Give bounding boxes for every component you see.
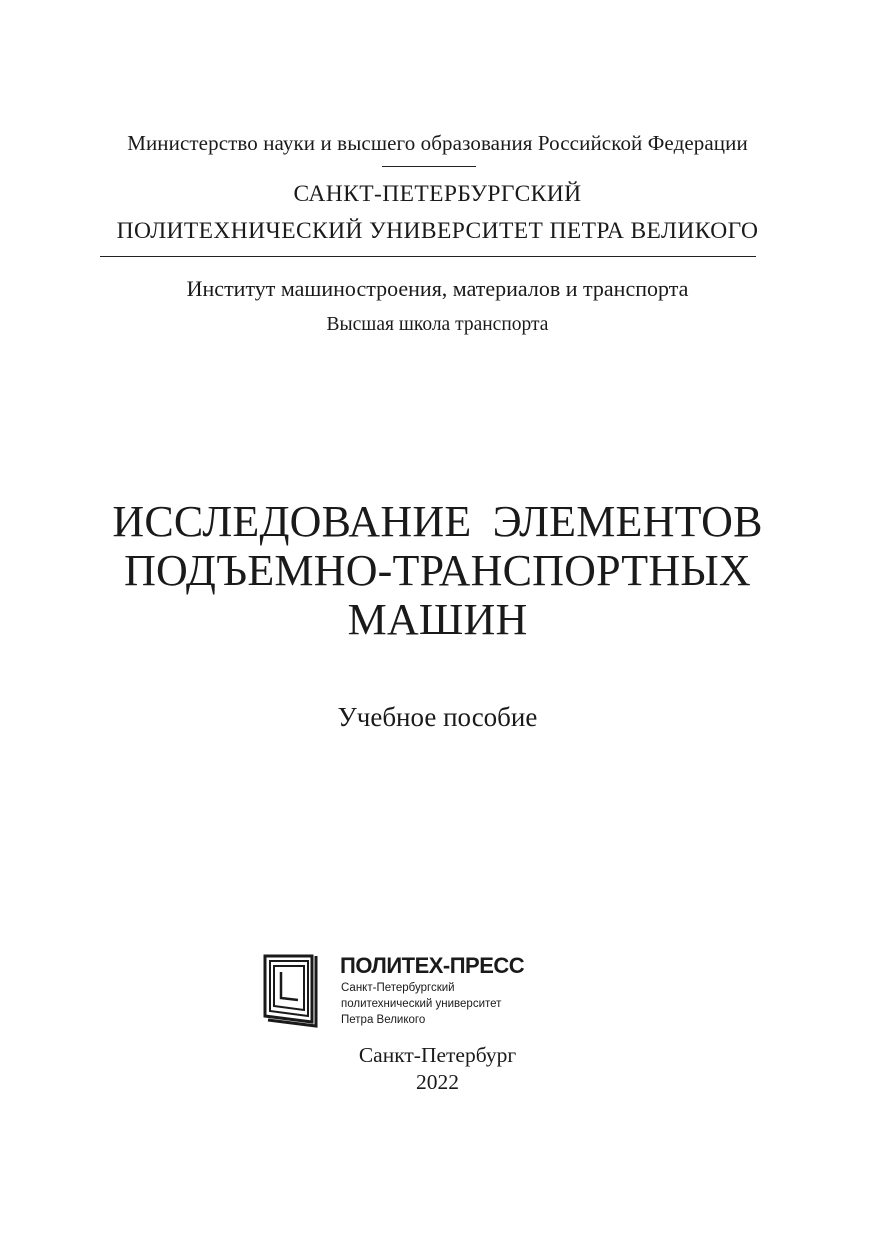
school-name: Высшая школа транспорта <box>326 314 549 335</box>
short-divider <box>382 166 476 167</box>
book-logo-icon <box>262 952 322 1028</box>
book-title-line3: МАШИН <box>347 595 528 644</box>
institute-name: Институт машиностроения, материалов и транспорта <box>186 276 689 301</box>
university-name-line1: САНКТ-ПЕТЕРБУРГСКИЙ <box>293 181 582 207</box>
book-subtitle: Учебное пособие <box>337 702 538 732</box>
publisher-line1: Санкт-Петербургский <box>341 982 455 994</box>
publisher-line2: политехнический университет <box>341 998 502 1010</box>
imprint-year: 2022 <box>416 1070 459 1094</box>
ministry-name: Министерство науки и высшего образования Российской Федерации <box>127 131 748 155</box>
publisher-line3: Петра Великого <box>341 1014 426 1026</box>
university-name-line2: ПОЛИТЕХНИЧЕСКИЙ УНИВЕРСИТЕТ ПЕТРА ВЕЛИКОГО <box>116 218 759 244</box>
book-title-line1: ИССЛЕДОВАНИЕ ЭЛЕМЕНТОВ <box>112 497 763 546</box>
imprint-city: Санкт-Петербург <box>358 1043 517 1067</box>
publisher-name: ПОЛИТЕХ-ПРЕСС <box>340 953 525 978</box>
long-divider <box>100 256 756 257</box>
book-title-line2: ПОДЪЕМНО-ТРАНСПОРТНЫХ <box>124 546 751 595</box>
